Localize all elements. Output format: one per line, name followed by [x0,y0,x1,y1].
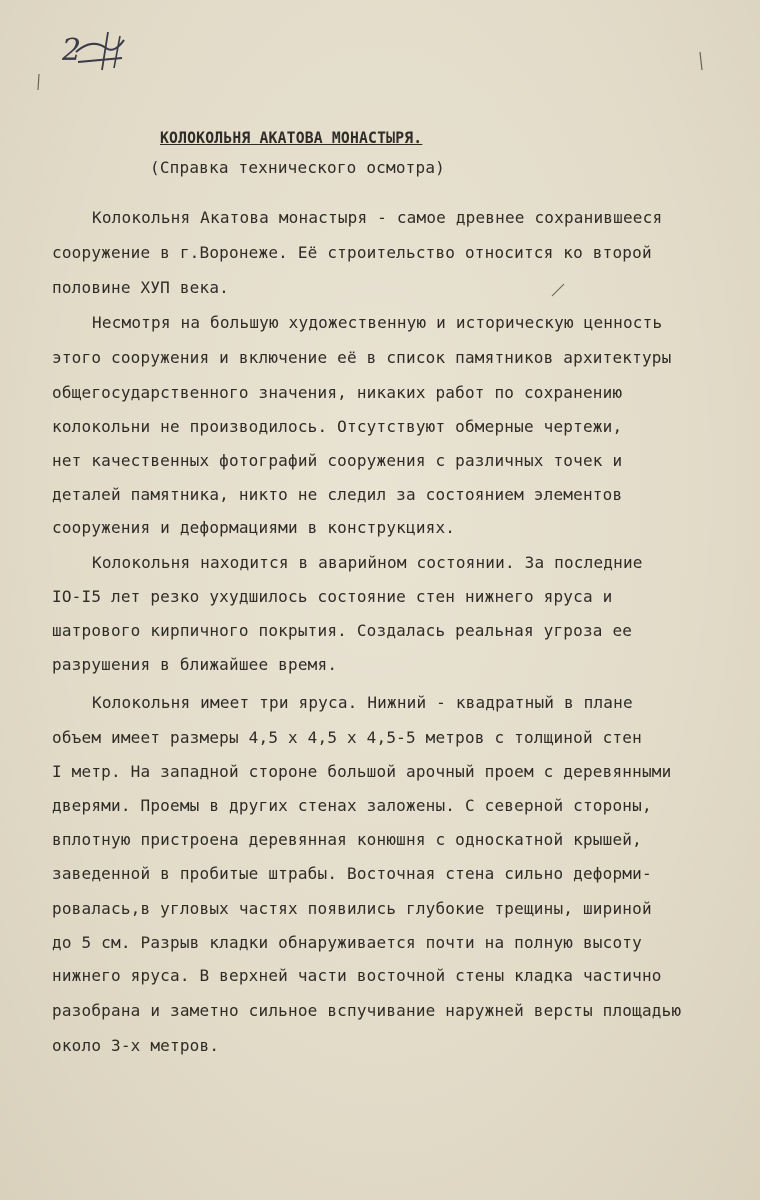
text-line: шатрового кирпичного покрытия. Создалась реальная угроза ее [52,621,633,640]
text-line: разобрана и заметно сильное вспучивание наружней версты площадью [52,1001,682,1020]
folio-digit: 2 [62,33,82,68]
text-line: ровалась,в угловых частях появились глубокие трещины, шириной [52,899,652,918]
text-line: общегосударственного значения, никаких работ по сохранению [52,383,623,402]
text-line: дверями. Проемы в других стенах заложены. С северной стороны, [52,796,652,815]
text-line: I метр. На западной стороне большой арочный проем с деревянными [52,762,672,781]
document-title: КОЛОКОЛЬНЯ АКАТОВА МОНАСТЫРЯ. [160,128,423,147]
text-line: этого сооружения и включение её в список памятников архитектуры [52,348,672,367]
text-line: нижнего яруса. В верхней части восточной стены кладка частично [52,966,662,985]
text-line: заведенной в пробитые штрабы. Восточная стена сильно деформи- [52,864,652,883]
text-line: сооружения и деформациями в конструкциях. [52,518,456,537]
text-line: колокольни не производилось. Отсутствуют обмерные чертежи, [52,417,623,436]
text-line: Колокольня находится в аварийном состоянии. За последние [92,553,643,572]
text-line: объем имеет размеры 4,5 х 4,5 х 4,5-5 метров с толщиной стен [52,728,642,747]
document-subtitle: (Справка технического осмотра) [150,158,445,177]
text-line: около 3-х метров. [52,1036,220,1055]
text-line: Несмотря на большую художественную и историческую ценность [92,313,663,332]
text-line: деталей памятника, никто не следил за состоянием элементов [52,485,623,504]
text-line: половине ХУП века. [52,278,229,297]
text-line: Колокольня Акатова монастыря - самое древнее сохранившееся [92,208,663,227]
text-line: IO-I5 лет резко ухудшилось состояние стен нижнего яруса и [52,587,613,606]
text-line: Колокольня имеет три яруса. Нижний - квадратный в плане [92,693,633,712]
text-line: сооружение в г.Воронеже. Её строительство относится ко второй [52,243,652,262]
text-line: вплотную пристроена деревянная конюшня с односкатной крышей, [52,830,642,849]
text-line: разрушения в ближайшее время. [52,655,338,674]
text-line: до 5 см. Разрыв кладки обнаруживается почти на полную высоту [52,933,642,952]
text-line: нет качественных фотографий сооружения с различных точек и [52,451,623,470]
